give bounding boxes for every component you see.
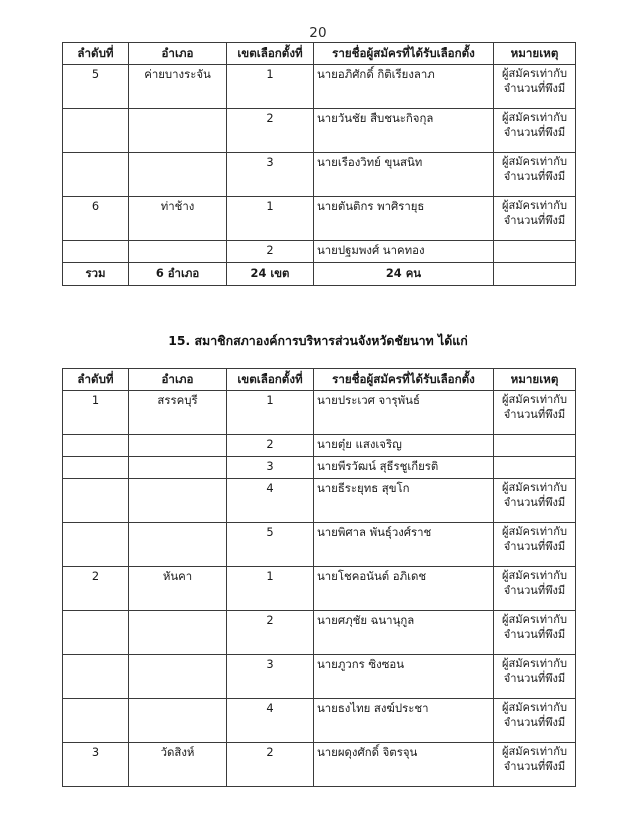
table-row (63, 699, 576, 743)
cell-no (63, 153, 129, 197)
note-line-2: จำนวนที่พึงมี (503, 213, 566, 227)
cell-amphoe: วัดสิงห์ (129, 743, 227, 787)
column-header-no: ลำดับที่ (63, 43, 129, 65)
cell-note (494, 435, 576, 457)
cell-no: 2 (63, 567, 129, 611)
total-amphoe: 6 อำเภอ (129, 263, 227, 286)
note-line-1: ผู้สมัครเท่ากับ (501, 111, 568, 124)
table-row (63, 391, 576, 435)
cell-zone: 3 (227, 153, 314, 197)
table-row (63, 65, 576, 109)
total-label: รวม (63, 263, 129, 286)
cell-zone: 2 (227, 435, 314, 457)
cell-note (494, 65, 576, 109)
cell-name: นายภูวกร ซิงซอน (314, 655, 494, 699)
total-note (494, 263, 576, 286)
table-1-header (63, 43, 576, 65)
table-row (63, 567, 576, 611)
table-2-wrapper (0, 368, 636, 787)
cell-note (494, 457, 576, 479)
cell-name: นายปฐมพงศ์ นาคทอง (314, 241, 494, 263)
cell-zone: 1 (227, 567, 314, 611)
cell-note (494, 391, 576, 435)
cell-no (63, 457, 129, 479)
cell-no (63, 435, 129, 457)
cell-zone: 2 (227, 109, 314, 153)
table-row (63, 153, 576, 197)
note-line-1: ผู้สมัครเท่ากับ (501, 745, 568, 758)
cell-note (494, 655, 576, 699)
cell-zone: 4 (227, 479, 314, 523)
cell-zone: 2 (227, 611, 314, 655)
column-header-amphoe: อำเภอ (129, 43, 227, 65)
note-line-2: จำนวนที่พึงมี (503, 759, 566, 773)
cell-amphoe (129, 241, 227, 263)
note-line-2: จำนวนที่พึงมี (503, 583, 566, 597)
cell-amphoe (129, 523, 227, 567)
note-line-2: จำนวนที่พึงมี (503, 125, 566, 139)
note-line-1: ผู้สมัครเท่ากับ (501, 569, 568, 582)
cell-name: นายผดุงศักดิ์ จิตรจุน (314, 743, 494, 787)
cell-amphoe (129, 611, 227, 655)
column-header-amphoe: อำเภอ (129, 369, 227, 391)
page-number: 20 (309, 25, 327, 41)
section-heading: 15. สมาชิกสภาองค์การบริหารส่วนจังหวัดชัยนาท ได้แก่ (168, 333, 468, 348)
section-spacer (0, 286, 636, 332)
total-zone: 24 เขต (227, 263, 314, 286)
table-row (63, 435, 576, 457)
column-header-name: รายชื่อผู้สมัครที่ได้รับเลือกตั้ง (314, 369, 494, 391)
cell-name: นายธีระยุทธ สุขโก (314, 479, 494, 523)
cell-name: นายวันชัย สืบชนะกิจกุล (314, 109, 494, 153)
table-row (63, 523, 576, 567)
note-line-1: ผู้สมัครเท่ากับ (501, 155, 568, 168)
column-header-no: ลำดับที่ (63, 369, 129, 391)
column-header-zone: เขตเลือกตั้งที่ (227, 369, 314, 391)
note-line-2: จำนวนที่พึงมี (503, 671, 566, 685)
cell-amphoe: สรรคบุรี (129, 391, 227, 435)
cell-zone: 1 (227, 197, 314, 241)
heading-spacer (0, 351, 636, 368)
cell-name: นายโชคอนันต์ อภิเดช (314, 567, 494, 611)
table-header-row (63, 43, 576, 65)
table-1-wrapper (0, 42, 636, 286)
note-line-2: จำนวนที่พึงมี (503, 539, 566, 553)
table-total-row (63, 263, 576, 286)
cell-name: นายพิศาล พันธุ์วงศ์ราช (314, 523, 494, 567)
total-name: 24 คน (314, 263, 494, 286)
table-row (63, 457, 576, 479)
note-line-1: ผู้สมัครเท่ากับ (501, 393, 568, 406)
cell-amphoe (129, 457, 227, 479)
cell-no: 3 (63, 743, 129, 787)
cell-zone: 4 (227, 699, 314, 743)
cell-amphoe: ค่ายบางระจัน (129, 65, 227, 109)
table-2-header (63, 369, 576, 391)
table-1-body (63, 65, 576, 286)
table-row (63, 241, 576, 263)
cell-name: นายตันติกร พาศิรายุธ (314, 197, 494, 241)
cell-note (494, 611, 576, 655)
cell-amphoe: ท่าช้าง (129, 197, 227, 241)
cell-name: นายพีรวัฒน์ สุธีรชูเกียรติ (314, 457, 494, 479)
table-row (63, 611, 576, 655)
column-header-note: หมายเหตุ (494, 43, 576, 65)
cell-no (63, 523, 129, 567)
table-row (63, 655, 576, 699)
note-line-1: ผู้สมัครเท่ากับ (501, 67, 568, 80)
cell-no (63, 699, 129, 743)
cell-zone: 3 (227, 457, 314, 479)
cell-no (63, 655, 129, 699)
note-line-1: ผู้สมัครเท่ากับ (501, 525, 568, 538)
table-row (63, 479, 576, 523)
cell-note (494, 743, 576, 787)
note-line-2: จำนวนที่พึงมี (503, 495, 566, 509)
note-line-1: ผู้สมัครเท่ากับ (501, 657, 568, 670)
cell-note (494, 479, 576, 523)
election-table-2 (62, 368, 576, 787)
cell-amphoe (129, 109, 227, 153)
cell-note (494, 241, 576, 263)
cell-no (63, 109, 129, 153)
note-line-2: จำนวนที่พึงมี (503, 81, 566, 95)
note-line-1: ผู้สมัครเท่ากับ (501, 481, 568, 494)
cell-name: นายธงไทย สงฆ์ประชา (314, 699, 494, 743)
note-line-2: จำนวนที่พึงมี (503, 627, 566, 641)
cell-name: นายศภุชัย ฉนานุกูล (314, 611, 494, 655)
cell-amphoe (129, 435, 227, 457)
table-row (63, 197, 576, 241)
cell-no: 5 (63, 65, 129, 109)
cell-note (494, 109, 576, 153)
cell-no (63, 241, 129, 263)
note-line-2: จำนวนที่พึงมี (503, 169, 566, 183)
cell-zone: 2 (227, 241, 314, 263)
cell-no (63, 479, 129, 523)
cell-zone: 1 (227, 65, 314, 109)
note-line-2: จำนวนที่พึงมี (503, 715, 566, 729)
cell-name: นายเรืองวิทย์ ขุนสนิท (314, 153, 494, 197)
cell-zone: 3 (227, 655, 314, 699)
cell-name: นายอภิศักดิ์ กิติเรียงลาภ (314, 65, 494, 109)
cell-name: นายประเวศ จารุพันธ์ (314, 391, 494, 435)
table-row (63, 109, 576, 153)
cell-no (63, 611, 129, 655)
table-row (63, 743, 576, 787)
cell-amphoe (129, 153, 227, 197)
cell-no: 1 (63, 391, 129, 435)
cell-amphoe (129, 699, 227, 743)
cell-note (494, 197, 576, 241)
cell-amphoe (129, 655, 227, 699)
table-header-row (63, 369, 576, 391)
note-line-1: ผู้สมัครเท่ากับ (501, 613, 568, 626)
cell-no: 6 (63, 197, 129, 241)
cell-zone: 5 (227, 523, 314, 567)
cell-amphoe: หันคา (129, 567, 227, 611)
cell-note (494, 153, 576, 197)
cell-note (494, 523, 576, 567)
column-header-zone: เขตเลือกตั้งที่ (227, 43, 314, 65)
note-line-1: ผู้สมัครเท่ากับ (501, 701, 568, 714)
note-line-1: ผู้สมัครเท่ากับ (501, 199, 568, 212)
column-header-note: หมายเหตุ (494, 369, 576, 391)
note-line-2: จำนวนที่พึงมี (503, 407, 566, 421)
table-2-body (63, 391, 576, 787)
column-header-name: รายชื่อผู้สมัครที่ได้รับเลือกตั้ง (314, 43, 494, 65)
cell-note (494, 699, 576, 743)
election-table-1 (62, 42, 576, 286)
cell-zone: 2 (227, 743, 314, 787)
cell-zone: 1 (227, 391, 314, 435)
cell-note (494, 567, 576, 611)
cell-amphoe (129, 479, 227, 523)
cell-name: นายตุ๋ย แสงเจริญ (314, 435, 494, 457)
